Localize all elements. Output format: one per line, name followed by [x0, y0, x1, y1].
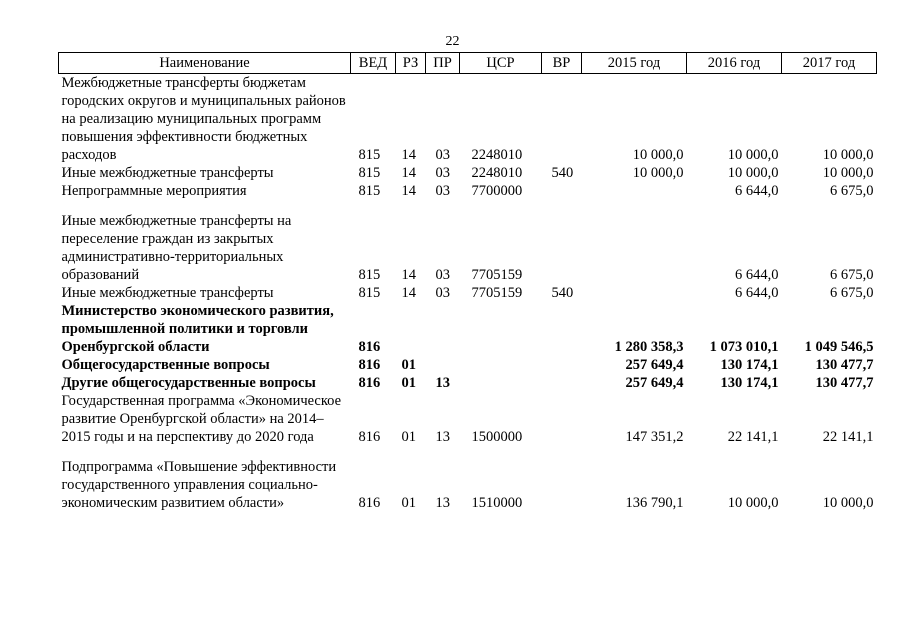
row-pr: 13 — [435, 429, 450, 445]
row-vr — [542, 200, 582, 284]
row-name: Подпрограмма «Повышение эффективности государственного управления социально-экономическим развитием области» — [61, 459, 337, 511]
row-2016: 130 174,1 — [720, 375, 779, 391]
row-pr: 13 — [435, 495, 450, 511]
row-2015 — [582, 200, 687, 284]
row-2015: 147 351,2 — [625, 429, 684, 445]
row-pr: 03 — [435, 165, 450, 181]
row-2016: 6 644,0 — [735, 183, 779, 199]
row-2016: 130 174,1 — [720, 357, 779, 373]
row-ved: 816 — [358, 357, 381, 373]
row-2017: 10 000,0 — [822, 165, 874, 181]
row-pr — [426, 302, 460, 356]
row-csr — [460, 374, 542, 392]
table-row — [59, 164, 877, 182]
row-vr — [542, 446, 582, 512]
row-2015 — [582, 182, 687, 200]
row-ved: 816 — [358, 339, 381, 355]
row-2017: 10 000,0 — [822, 147, 874, 163]
row-2017: 10 000,0 — [822, 495, 874, 511]
row-vr — [542, 74, 582, 165]
row-2016: 6 644,0 — [735, 285, 779, 301]
row-vr — [542, 374, 582, 392]
budget-table — [58, 52, 877, 512]
row-vr: 540 — [551, 285, 574, 301]
table-body — [59, 74, 877, 513]
row-name: Непрограммные мероприятия — [61, 183, 247, 199]
row-rz — [396, 302, 426, 356]
row-ved: 816 — [358, 429, 381, 445]
row-csr: 7700000 — [471, 183, 523, 199]
table-row — [59, 74, 877, 165]
header-csr: ЦСР — [460, 53, 542, 74]
row-2017: 6 675,0 — [830, 267, 874, 283]
row-vr — [542, 182, 582, 200]
row-rz: 01 — [401, 429, 416, 445]
row-name: Межбюджетные трансферты бюджетам городских округов и муниципальных районов на реализацию муниципальных программ повышения эффективности бюджетных расходов — [61, 75, 346, 163]
row-csr: 2248010 — [471, 165, 523, 181]
row-pr: 03 — [435, 183, 450, 199]
row-2016: 22 141,1 — [727, 429, 779, 445]
row-pr: 03 — [435, 285, 450, 301]
row-rz: 14 — [401, 267, 416, 283]
row-vr — [542, 302, 582, 356]
row-ved: 815 — [358, 147, 381, 163]
row-vr — [542, 392, 582, 446]
table-row — [59, 356, 877, 374]
header-pr: ПР — [426, 53, 460, 74]
row-2015: 1 280 358,3 — [614, 339, 684, 355]
row-2017: 22 141,1 — [822, 429, 874, 445]
row-2015: 257 649,4 — [625, 357, 684, 373]
table-row — [59, 182, 877, 200]
row-name: Общегосударственные вопросы — [61, 357, 270, 373]
row-csr — [460, 356, 542, 374]
row-name: Иные межбюджетные трансферты — [61, 285, 274, 301]
row-2017: 1 049 546,5 — [804, 339, 874, 355]
row-csr: 7705159 — [471, 285, 523, 301]
row-ved: 816 — [358, 375, 381, 391]
row-csr: 7705159 — [471, 267, 523, 283]
row-2017: 130 477,7 — [815, 375, 874, 391]
row-2015: 257 649,4 — [625, 375, 684, 391]
header-2016: 2016 год — [687, 53, 782, 74]
row-rz: 14 — [401, 147, 416, 163]
row-2015: 10 000,0 — [632, 147, 684, 163]
header-2015: 2015 год — [582, 53, 687, 74]
table-row — [59, 200, 877, 284]
header-2017: 2017 год — [782, 53, 877, 74]
row-ved: 815 — [358, 267, 381, 283]
row-pr — [426, 356, 460, 374]
header-vr: ВР — [542, 53, 582, 74]
row-2017: 130 477,7 — [815, 357, 874, 373]
header-name: Наименование — [59, 53, 351, 74]
row-name: Иные межбюджетные трансферты — [61, 165, 274, 181]
table-row — [59, 302, 877, 356]
row-pr: 03 — [435, 147, 450, 163]
row-2017: 6 675,0 — [830, 183, 874, 199]
row-name: Иные межбюджетные трансферты на переселение граждан из закрытых административно-территориальных образований — [61, 213, 292, 283]
row-rz: 01 — [401, 357, 416, 373]
table-row — [59, 284, 877, 302]
row-rz: 14 — [401, 285, 416, 301]
table-header — [59, 53, 877, 74]
header-ved: ВЕД — [351, 53, 396, 74]
row-name: Другие общегосударственные вопросы — [61, 375, 316, 391]
row-pr: 03 — [435, 267, 450, 283]
row-2016: 10 000,0 — [727, 495, 779, 511]
row-2015: 136 790,1 — [625, 495, 684, 511]
row-vr — [542, 356, 582, 374]
row-ved: 815 — [358, 165, 381, 181]
row-name: Государственная программа «Экономическое развитие Оренбургской области» на 2014–2015 годы и на перспективу до 2020 года — [61, 393, 342, 445]
page-number: 22 — [445, 34, 460, 49]
row-rz: 14 — [401, 183, 416, 199]
row-2016: 6 644,0 — [735, 267, 779, 283]
row-csr: 2248010 — [471, 147, 523, 163]
row-2016: 1 073 010,1 — [709, 339, 779, 355]
row-2015 — [582, 284, 687, 302]
row-csr — [460, 302, 542, 356]
row-2016: 10 000,0 — [727, 147, 779, 163]
row-rz: 01 — [401, 375, 416, 391]
row-ved: 815 — [358, 183, 381, 199]
row-csr: 1500000 — [471, 429, 523, 445]
row-pr: 13 — [435, 375, 450, 391]
row-csr: 1510000 — [471, 495, 523, 511]
row-name: Министерство экономического развития, промышленной политики и торговли Оренбургской области — [61, 303, 334, 355]
table-row — [59, 374, 877, 392]
row-ved: 815 — [358, 285, 381, 301]
row-rz: 01 — [401, 495, 416, 511]
row-2016: 10 000,0 — [727, 165, 779, 181]
row-2015: 10 000,0 — [632, 165, 684, 181]
table-row — [59, 446, 877, 512]
table-row — [59, 392, 877, 446]
row-vr: 540 — [551, 165, 574, 181]
header-rz: РЗ — [396, 53, 426, 74]
row-ved: 816 — [358, 495, 381, 511]
row-2017: 6 675,0 — [830, 285, 874, 301]
row-rz: 14 — [401, 165, 416, 181]
